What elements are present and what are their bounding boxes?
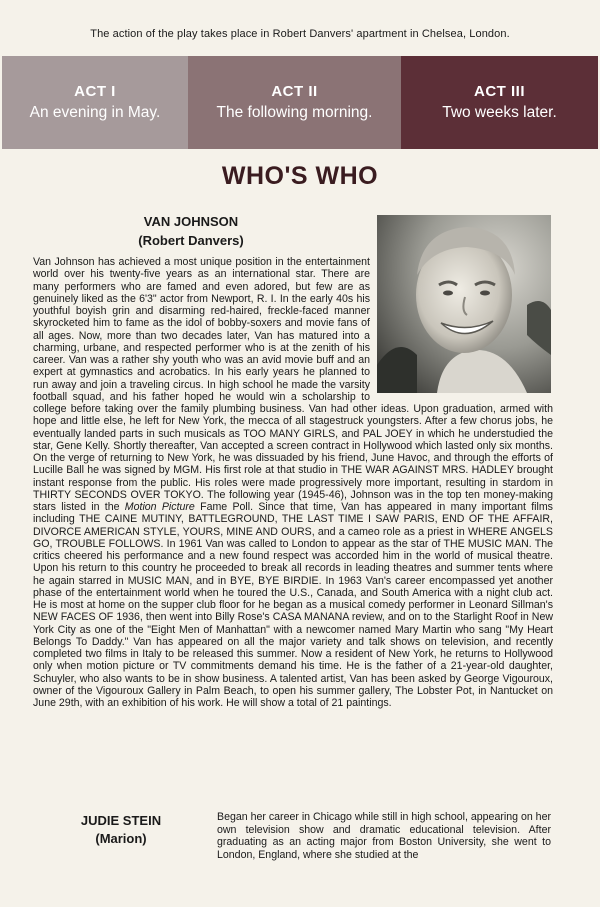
act-1-number: ACT I bbox=[74, 83, 116, 100]
act-2-panel bbox=[188, 56, 401, 149]
judie-stein-role: (Marion) bbox=[95, 831, 147, 846]
van-johnson-name: VAN JOHNSON bbox=[143, 214, 239, 229]
van-johnson-role: (Robert Danvers) bbox=[138, 233, 244, 248]
judie-stein-bio-text: Began her career in Chicago while still in high school, appearing on her own television show and dramatic educational television. After graduating as an acting major from Boston University, she went to London, England, where she studied at the bbox=[217, 811, 551, 861]
bio-part-2: Fame Poll. Since that time, Van has appeared in many important films including THE CAINE MUTINY, BATTLEGROUND, THE LAST TIME I SAW PARIS, END OF THE AFFAIR, DIVORCE AMERICAN STYLE, YOURS, MINE AND OURS, and a cameo role as a priest in WHERE ANGELS GO, TROUBLE FOLLOWS. In 1961 Van was called to London to appear as the star of THE MUSIC MAN. The critics cheered his performance and a new found respect was accorded him in the world of musical theatre. Upon his return to this country he proceeded to break all records in leading theatres and summer tents where he again starred in MUSIC MAN, and in BYE, BYE BIRDIE. In 1963 Van's career encompassed yet another phase of the entertainment world when he toured the U.S., Canada, and South America with a night club act. He is most at home on the supper club floor for he began as a musical comedy performer in Leonard Sillman's NEW FACES OF 1936, then went into Billy Rose's CASA MANANA review, and on to the Starlight Roof in New York City as one of the "Eight Men of Manhattan" with a newcomer named Mary Martin who sang "My Heart Belongs To Daddy." Van has appeared on all the major variety and talk shows on television, and recently completed two films in Italy to be released this summer. Now a resident of New York, he returns to Hollywood only when motion picture or TV commitments demand his time. He is the father of a 21-year-old daughter, Schuyler, who also wants to be in show business. A talented artist, Van has been asked by George Vigouroux, owner of the Vigouroux Gallery in Palm Beach, to open his summer gallery, The Lobster Pot, in Nantucket on June 29th, with an exhibition of his work. He will show a total of 21 paintings. bbox=[33, 501, 553, 709]
bio-italic-title: Motion Picture bbox=[124, 501, 195, 513]
play-setting: The action of the play takes place in Robert Danvers' apartment in Chelsea, London. bbox=[90, 28, 510, 40]
page-title: WHO'S WHO bbox=[221, 162, 379, 190]
judie-stein-name: JUDIE STEIN bbox=[80, 813, 162, 828]
act-1-description: An evening in May. bbox=[29, 104, 161, 121]
act-3-panel bbox=[401, 56, 598, 149]
bio-part-1: Van Johnson has achieved a most unique position in the entertainment world over his twenty-five years as an international star. There are many performers who are famed and even adored, but few are as genuinely liked as the 6'3" actor from Newport, R. I. In the early 40s his youthful boyish grin and disarming red-haired, freckle-faced manner skyrocketed him to fame as the idol of bobby-soxers and movie fans of all ages. Now, more than two decades later, Van has matured into a charming, urbane, and respected performer who is at the zenith of his career. Van was a rather shy youth who was an avid movie buff and an expert at gymnastics and acrobatics. In his early years he planned to run away and join a traveling circus. In high school he made the varsity football squad, and his father hoped he would win a scholarship to college before taking over the family plumbing business. Van had other ideas. Upon graduation, armed with hope and little else, he left for New York, the mecca of all stagestruck youngsters. After a few chorus jobs, he eventually landed parts in such musicals as TOO MANY GIRLS, and PAL JOEY in which he understudied the star, Gene Kelly. Shortly thereafter, Van accepted a screen contract in Hollywood which lasted only six months. On the verge of returning to New York, he was dissuaded by his friend, June Havoc, and through the efforts of Lucille Ball he was signed by MGM. His first role at that studio in THE WAR AGAINST MRS. HADLEY brought instant response from the public. His roles were made progressively more important, resulting in stardom in THIRTY SECONDS OVER TOKYO. The following year (1945-46), Johnson was in the top ten money-making stars listed in the bbox=[33, 256, 553, 513]
acts-banner bbox=[2, 56, 598, 149]
act-2-description: The following morning. bbox=[216, 104, 373, 121]
act-2-number: ACT II bbox=[271, 83, 318, 100]
judie-stein-bio bbox=[217, 811, 551, 861]
van-johnson-bio bbox=[33, 256, 553, 709]
act-3-description: Two weeks later. bbox=[442, 104, 557, 121]
act-3-number: ACT III bbox=[474, 83, 525, 100]
judie-stein-heading bbox=[62, 812, 180, 848]
portrait-spacer bbox=[370, 256, 553, 399]
act-1-panel bbox=[2, 56, 188, 149]
van-johnson-heading bbox=[96, 212, 286, 250]
